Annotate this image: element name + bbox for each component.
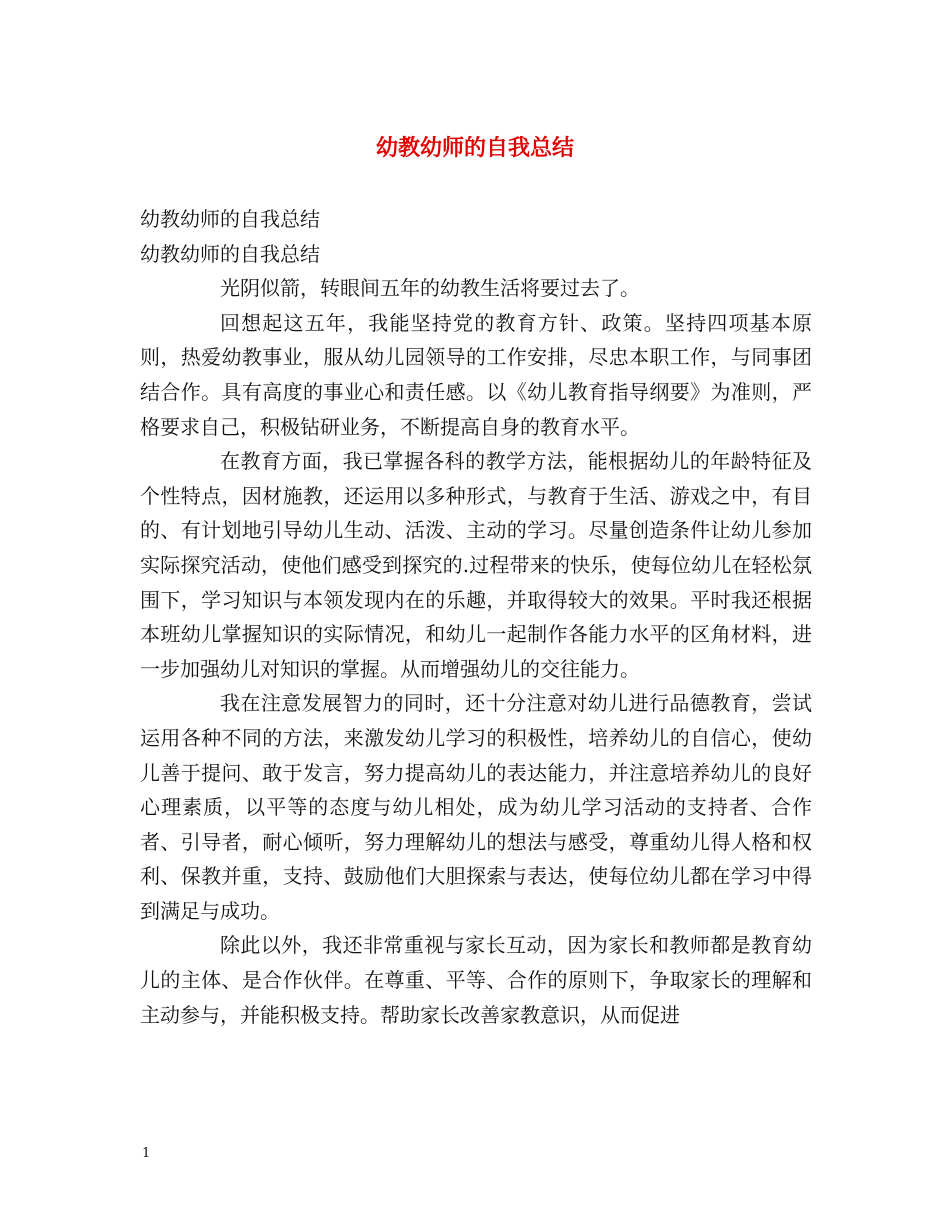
- document-body: [140, 202, 812, 1032]
- subtitle-line: 幼教幼师的自我总结: [140, 207, 320, 231]
- paragraph: 回想起这五年，我能坚持党的教育方针、政策。坚持四项基本原则，热爱幼教事业，服从幼儿园领导的工作安排，尽忠本职工作，与同事团结合作。具有高度的事业心和责任感。以《幼儿教育指导纲要》为准则，严格要求自己，积极钻研业务，不断提高自身的教育水平。: [140, 310, 812, 439]
- paragraph: 光阴似箭，转眼间五年的幼教生活将要过去了。: [220, 276, 640, 301]
- page-number: 1: [142, 1146, 151, 1161]
- subtitle-line: 幼教幼师的自我总结: [140, 241, 320, 266]
- document-title: 幼教幼师的自我总结: [375, 135, 574, 161]
- paragraph: 在教育方面，我已掌握各科的教学方法，能根据幼儿的年龄特征及个性特点，因材施教，还运用以多种形式，与教育于生活、游戏之中，有目的、有计划地引导幼儿生动、活泼、主动的学习。尽量创造条件让幼儿参加实际探究活动，使他们感受到探究的.过程带来的快乐，使每位幼儿在轻松氛围下，学习知识与本领发现内在的乐趣，并取得较大的效果。平时我还根据本班幼儿掌握知识的实际情况，和幼儿一起制作各能力水平的区角材料，进一步加强幼儿对知识的掌握。从而增强幼儿的交往能力。: [140, 449, 812, 681]
- paragraph: 除此以外，我还非常重视与家长互动，因为家长和教师都是教育幼儿的主体、是合作伙伴。在尊重、平等、合作的原则下，争取家长的理解和主动参与，并能积极支持。帮助家长改善家教意识，从而促进: [140, 933, 812, 1027]
- paragraph: 我在注意发展智力的同时，还十分注意对幼儿进行品德教育，尝试运用各种不同的方法，来激发幼儿学习的积极性，培养幼儿的自信心，使幼儿善于提问、敢于发言，努力提高幼儿的表达能力，并注意培养幼儿的良好心理素质，以平等的态度与幼儿相处，成为幼儿学习活动的支持者、合作者、引导者，耐心倾听，努力理解幼儿的想法与感受，尊重幼儿得人格和权利、保教并重，支持、鼓励他们大胆探索与表达，使每位幼儿都在学习中得到满足与成功。: [140, 691, 812, 923]
